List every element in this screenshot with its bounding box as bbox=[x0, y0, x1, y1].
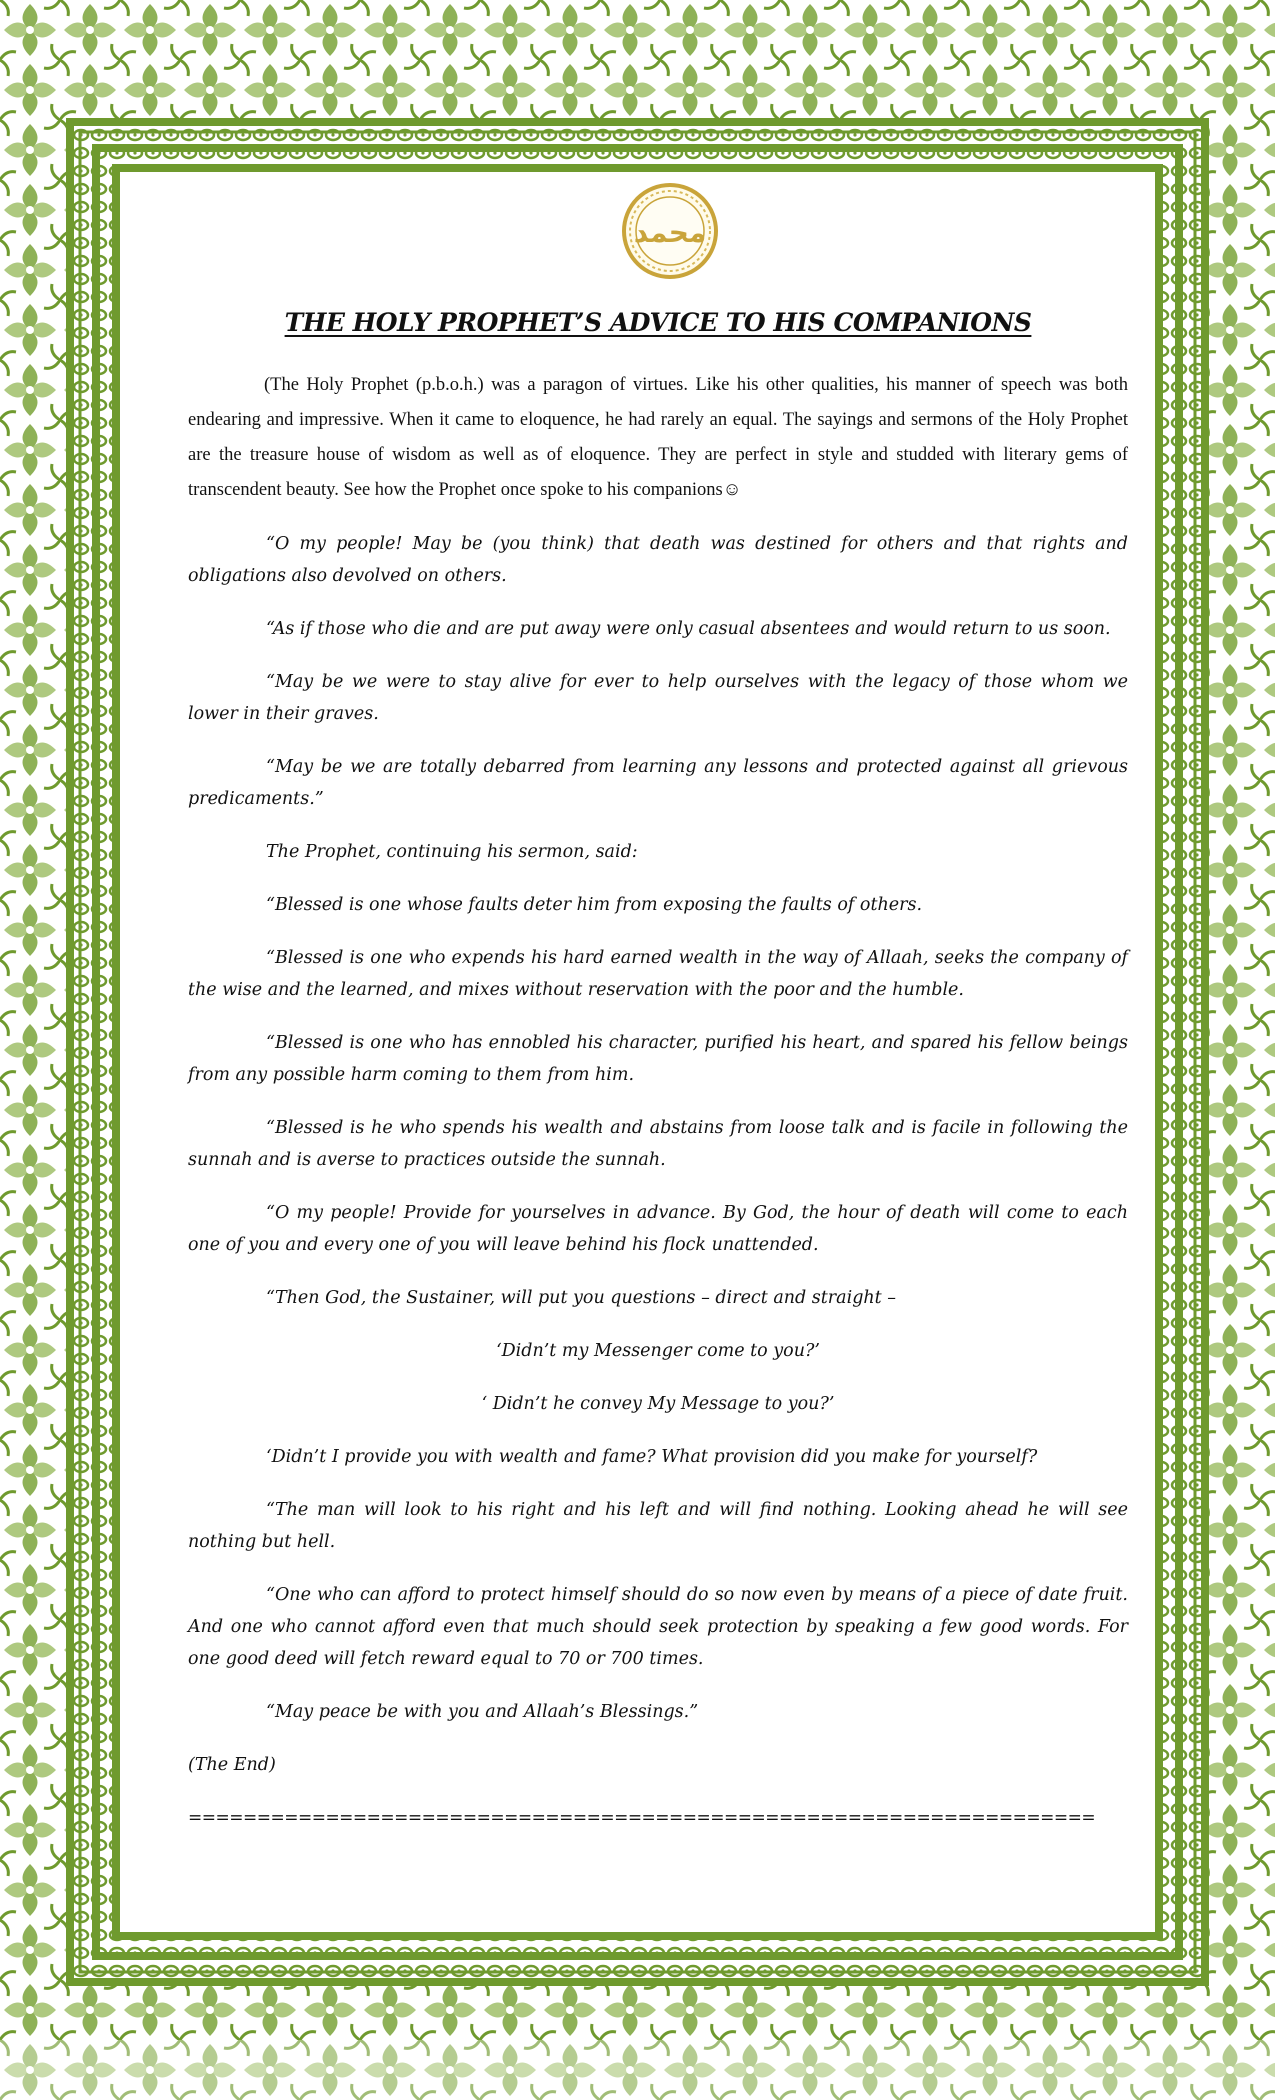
question-line: ‘Didn’t my Messenger come to you?’ bbox=[496, 1341, 820, 1361]
intro-text: (The Holy Prophet (p.b.o.h.) was a paragon of virtues. Like his other qualities, his manner of speech was both endearing and impressive. When it came to eloquence, he had rarely an equal. The sayings and sermons of the Holy Prophet are the treasure house of wisdom as well as of eloquence. They are perfect in style and studded with literary gems of transcendent beauty. See how the Prophet once spoke to his companions☺ bbox=[188, 375, 1128, 500]
question-line: ‘ Didn’t he convey My Message to you?’ bbox=[481, 1394, 835, 1414]
quote-paragraph: “May be we were to stay alive for ever to help ourselves with the legacy of those whom we lower in their graves. bbox=[188, 672, 1128, 724]
document-body bbox=[188, 168, 1128, 1868]
quote-paragraph: “O my people! Provide for yourselves in advance. By God, the hour of death will come to each one of you and every one of you will leave behind his flock unattended. bbox=[188, 1203, 1128, 1255]
quote-paragraph: “May be we are totally debarred from learning any lessons and protected against all grievous predicaments.” bbox=[188, 757, 1128, 809]
quote-paragraph: “May peace be with you and Allaah’s Blessings.” bbox=[266, 1702, 699, 1722]
page-title: THE HOLY PROPHET’S ADVICE TO HIS COMPANIONS bbox=[284, 308, 1032, 337]
narration-line: The Prophet, continuing his sermon, said: bbox=[266, 842, 638, 862]
emblem-calligraphy-text: محمد bbox=[633, 216, 707, 249]
quote-paragraph: “As if those who die and are put away were only casual absentees and would return to us soon. bbox=[266, 619, 1111, 639]
separator-rule: ================================================================== bbox=[188, 1808, 1096, 1828]
quote-paragraph: “Then God, the Sustainer, will put you questions – direct and straight – bbox=[266, 1288, 897, 1308]
quote-paragraph: “Blessed is one who has ennobled his character, purified his heart, and spared his fellow beings from any possible harm coming to them from him. bbox=[188, 1033, 1128, 1085]
intro-paragraph bbox=[188, 368, 1128, 508]
muhammad-calligraphy-emblem-icon bbox=[621, 182, 719, 280]
quote-paragraph: “Blessed is one who expends his hard earned wealth in the way of Allaah, seeks the company of the wise and the learned, and mixes without reservation with the poor and the humble. bbox=[188, 948, 1128, 1000]
quote-paragraph: “Blessed is he who spends his wealth and abstains from loose talk and is facile in following the sunnah and is averse to practices outside the sunnah. bbox=[188, 1118, 1128, 1170]
quote-paragraph: “Blessed is one whose faults deter him from exposing the faults of others. bbox=[266, 895, 923, 915]
quote-paragraph: “The man will look to his right and his left and will find nothing. Looking ahead he will see nothing but hell. bbox=[188, 1500, 1128, 1552]
question-line: ‘Didn’t I provide you with wealth and fame? What provision did you make for yourself? bbox=[266, 1447, 1038, 1467]
quote-paragraph: “O my people! May be (you think) that death was destined for others and that rights and obligations also devolved on others. bbox=[188, 534, 1128, 586]
the-end-label: (The End) bbox=[188, 1755, 276, 1775]
sermon-quotes bbox=[188, 528, 1128, 1855]
quote-paragraph: “One who can afford to protect himself should do so now even by means of a piece of date fruit. And one who cannot afford even that much should seek protection by speaking a few good words. For one good deed will fetch reward equal to 70 or 700 times. bbox=[188, 1585, 1128, 1669]
